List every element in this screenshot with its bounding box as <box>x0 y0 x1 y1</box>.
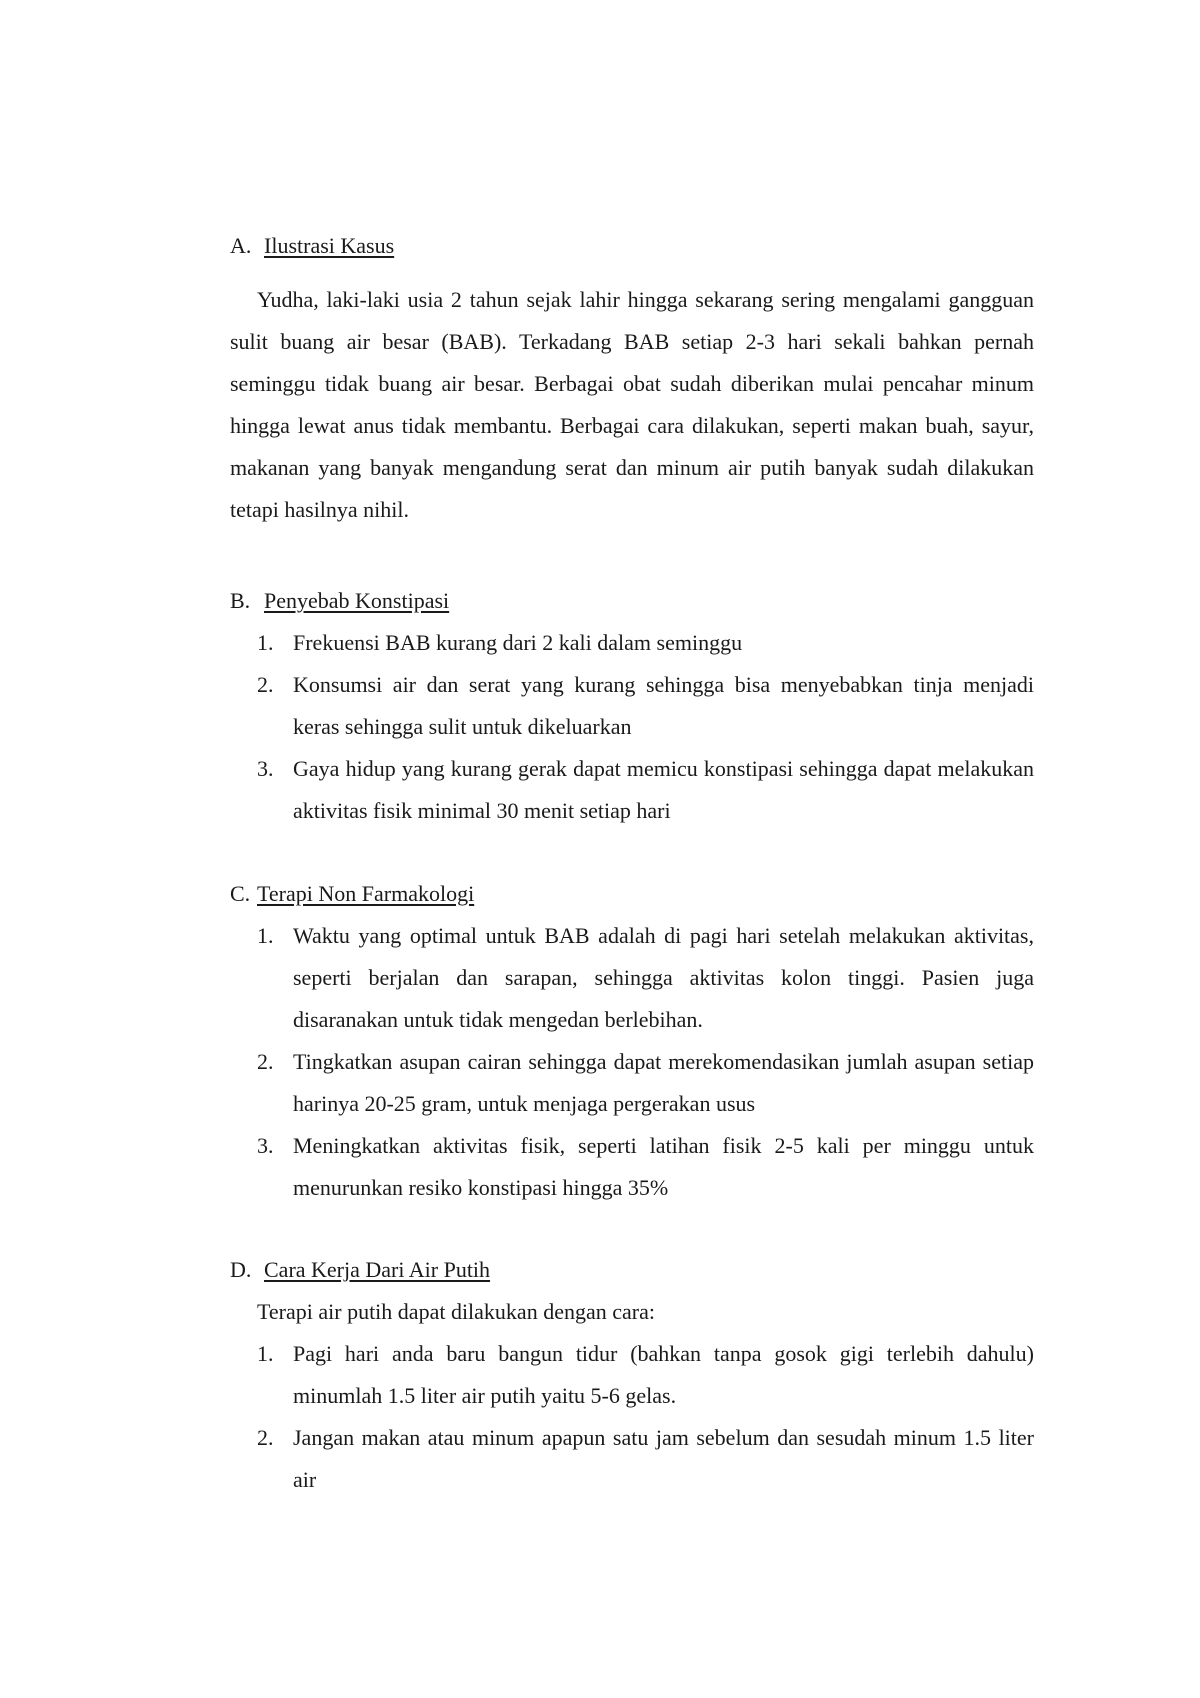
list-item-text: Frekuensi BAB kurang dari 2 kali dalam seminggu <box>293 630 743 655</box>
list-item-text: Jangan makan atau minum apapun satu jam sebelum dan sesudah minum 1.5 liter air <box>293 1425 1034 1492</box>
section-title: Cara Kerja Dari Air Putih <box>264 1257 491 1282</box>
list-item <box>230 622 1034 664</box>
section-letter: D. <box>230 1257 252 1282</box>
section-ilustrasi-kasus <box>230 225 1034 531</box>
section-heading <box>230 873 1034 915</box>
list-number: 3. <box>257 1133 274 1158</box>
list-item-text: Konsumsi air dan serat yang kurang sehingga bisa menyebabkan tinja menjadi keras sehingga sulit untuk dikeluarkan <box>293 672 1034 739</box>
section-penyebab-konstipasi <box>230 580 1034 832</box>
section-heading <box>230 580 1034 622</box>
list-item <box>230 748 1034 832</box>
list-item <box>230 1041 1034 1125</box>
list-item <box>230 664 1034 748</box>
section-heading <box>230 225 1034 267</box>
water-therapy-list <box>230 1333 1034 1501</box>
list-number: 3. <box>257 756 274 781</box>
list-number: 1. <box>257 923 274 948</box>
section-title: Penyebab Konstipasi <box>264 588 450 613</box>
list-item <box>230 915 1034 1041</box>
case-paragraph: Yudha, laki-laki usia 2 tahun sejak lahir hingga sekarang sering mengalami gangguan sulit buang air besar (BAB). Terkadang BAB setiap 2-3 hari sekali bahkan pernah seminggu tidak buang air besar. Berbagai obat sudah diberikan mulai pencahar minum hingga lewat anus tidak membantu. Berbagai cara dilakukan, seperti makan buah, sayur, makanan yang banyak mengandung serat dan minum air putih banyak sudah dilakukan tetapi hasilnya nihil. <box>230 287 1034 522</box>
section-letter: A. <box>230 233 252 258</box>
list-number: 1. <box>257 1341 274 1366</box>
section-terapi-non-farmakologi <box>230 873 1034 1209</box>
list-item-text: Meningkatkan aktivitas fisik, seperti latihan fisik 2-5 kali per minggu untuk menurunkan resiko konstipasi hingga 35% <box>293 1133 1034 1200</box>
section-heading <box>230 1249 1034 1291</box>
list-item <box>230 1417 1034 1501</box>
list-item <box>230 1333 1034 1417</box>
section-title: Ilustrasi Kasus <box>264 233 395 258</box>
section-title: Terapi Non Farmakologi <box>257 881 475 906</box>
list-item-text: Waktu yang optimal untuk BAB adalah di pagi hari setelah melakukan aktivitas, seperti berjalan dan sarapan, sehingga aktivitas kolon tinggi. Pasien juga disaranakan untuk tidak mengedan berlebihan. <box>293 923 1034 1032</box>
therapy-list <box>230 915 1034 1209</box>
list-number: 2. <box>257 1425 274 1450</box>
list-item-text: Pagi hari anda baru bangun tidur (bahkan tanpa gosok gigi terlebih dahulu) minumlah 1.5 liter air putih yaitu 5-6 gelas. <box>293 1341 1034 1408</box>
section-cara-kerja-air-putih <box>230 1249 1034 1501</box>
list-number: 1. <box>257 630 274 655</box>
list-number: 2. <box>257 672 274 697</box>
intro-text: Terapi air putih dapat dilakukan dengan cara: <box>257 1299 655 1324</box>
section-letter: B. <box>230 588 251 613</box>
cause-list <box>230 622 1034 832</box>
list-item <box>230 1125 1034 1209</box>
list-item-text: Gaya hidup yang kurang gerak dapat memicu konstipasi sehingga dapat melakukan aktivitas fisik minimal 30 menit setiap hari <box>293 756 1034 823</box>
section-letter: C. <box>230 881 251 906</box>
list-number: 2. <box>257 1049 274 1074</box>
list-item-text: Tingkatkan asupan cairan sehingga dapat merekomendasikan jumlah asupan setiap harinya 20-25 gram, untuk menjaga pergerakan usus <box>293 1049 1034 1116</box>
